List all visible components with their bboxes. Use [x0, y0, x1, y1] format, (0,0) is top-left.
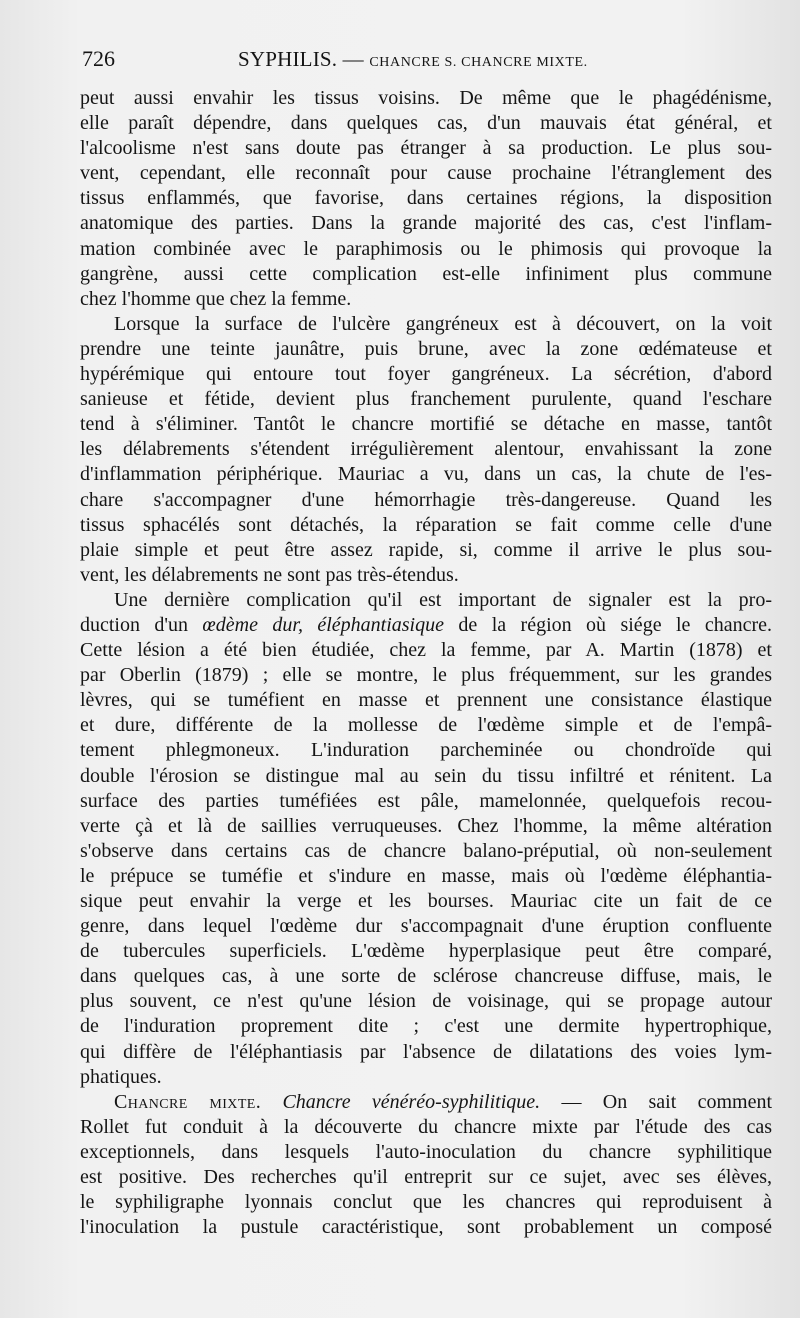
text-segment: tissus enflammés, que favorise, dans certaines régions, la disposition: [80, 187, 772, 210]
text-segment: lèvres, qui se tuméfient en masse et prennent une consistance élastique: [80, 689, 772, 712]
text-segment: elle paraît dépendre, dans quelques cas, d'un mauvais état général, et: [80, 112, 772, 135]
text-segment: s'observe dans certains cas de chancre balano-préputial, où non-seulement: [80, 839, 772, 862]
text-line: [80, 337, 772, 362]
text-segment: sique peut envahir la verge et les bourses. Mauriac cite un fait de ce: [80, 890, 772, 912]
text-line: [80, 1090, 772, 1115]
text-segment: par Oberlin (1879) ; elle se montre, le plus fréquemment, sur les grandes: [80, 664, 772, 687]
text-segment: genre, dans lequel l'œdème dur s'accompagnait d'une éruption confluente: [80, 915, 772, 938]
text-line: [80, 186, 772, 211]
text-segment: hypérémique qui entoure tout foyer gangréneux. La sécrétion, d'abord: [80, 363, 772, 386]
text-line: [80, 86, 772, 111]
text-line: [80, 437, 772, 462]
text-line: [80, 1065, 772, 1090]
text-line: [80, 613, 772, 638]
text-segment: dans quelques cas, à une sorte de sclérose chancreuse diffuse, mais, le: [80, 965, 772, 988]
text-line: [80, 387, 772, 412]
text-line: [80, 1140, 772, 1165]
text-line: [80, 989, 772, 1014]
text-line: [80, 488, 772, 513]
text-segment: Une dernière complication qu'il est important de signaler est la pro-: [114, 588, 772, 611]
text-segment: l'inoculation la pustule caractéristique, sont probablement un composé: [80, 1216, 772, 1239]
text-line: [80, 738, 772, 763]
text-segment: le syphiligraphe lyonnais conclut que les chancres qui reproduisent à: [80, 1191, 772, 1214]
text-line: [80, 513, 772, 538]
text-line: [80, 412, 772, 437]
text-segment: de la région où siége le chancre.: [444, 613, 772, 636]
text-line: [80, 1190, 772, 1215]
text-segment: plus souvent, ce n'est qu'une lésion de voisinage, qui se propage autour: [80, 990, 772, 1013]
text-line: [80, 1115, 772, 1140]
text-segment: vent, les délabrements ne sont pas très-étendus.: [80, 563, 459, 586]
text-line: [80, 839, 772, 864]
text-line: [80, 287, 772, 312]
page-number: 726: [82, 46, 115, 71]
text-line: [80, 914, 772, 939]
text-segment: qui diffère de l'éléphantiasis par l'absence de dilatations des voies lym-: [80, 1040, 772, 1063]
text-line: [80, 764, 772, 789]
paragraph: [80, 312, 772, 588]
running-header: [82, 42, 782, 76]
text-segment: l'alcoolisme n'est sans doute pas étranger à sa production. Le plus sou-: [80, 137, 772, 160]
text-segment: anatomique des parties. Dans la grande majorité des cas, c'est l'inflam-: [80, 212, 772, 235]
text-line: [80, 362, 772, 387]
text-segment: — On sait comment: [540, 1090, 773, 1113]
text-segment: vent, cependant, elle reconnaît pour cause prochaine l'étranglement des: [80, 162, 772, 185]
text-segment: double l'érosion se distingue mal au sein du tissu infiltré et rénitent. La: [80, 764, 772, 787]
running-title-separator: —: [337, 47, 370, 71]
text-line: [80, 1014, 772, 1039]
text-segment: est positive. Des recherches qu'il entreprit sur ce sujet, avec ses élèves,: [80, 1166, 772, 1189]
text-segment: les délabrements s'étendent irrégulièrement alentour, envahissant la zone: [80, 438, 772, 461]
text-segment: de tubercules superficiels. L'œdème hyperplasique peut être comparé,: [80, 940, 772, 963]
text-segment: de l'induration proprement dite ; c'est une dermite hypertrophique,: [80, 1015, 772, 1038]
running-title: [238, 47, 588, 72]
text-line: [80, 713, 772, 738]
text-segment: d'inflammation périphérique. Mauriac a vu, dans un cas, la chute de l'es-: [80, 463, 772, 486]
text-line: [80, 663, 772, 688]
text-segment: Rollet fut conduit à la découverte du chancre mixte par l'étude des cas: [80, 1115, 772, 1138]
text-line: [80, 688, 772, 713]
text-line: [80, 964, 772, 989]
text-line: [80, 211, 772, 236]
text-segment: chare s'accompagner d'une hémorrhagie très-dangereuse. Quand les: [80, 488, 772, 511]
text-segment: verte çà et là de saillies verruqueuses. Chez l'homme, la même altération: [80, 814, 772, 837]
text-segment: [261, 1091, 282, 1113]
text-line: [80, 563, 772, 588]
text-segment: tement phlegmoneux. L'induration parcheminée ou chondroïde qui: [80, 739, 772, 762]
text-line: [80, 789, 772, 814]
emphasis-text: œdème dur, éléphantiasique: [202, 613, 444, 636]
text-line: [80, 588, 772, 613]
text-line: [80, 1040, 772, 1065]
text-segment: mation combinée avec le paraphimosis ou le phimosis qui provoque la: [80, 237, 772, 260]
text-segment: le prépuce se tuméfie et s'indure en masse, mais où l'œdème éléphantia-: [80, 864, 772, 887]
running-title-sub: CHANCRE S. CHANCRE MIXTE.: [369, 55, 588, 70]
text-line: [80, 939, 772, 964]
paragraph: [80, 588, 772, 1090]
text-segment: gangrène, aussi cette complication est-elle infiniment plus commune: [80, 262, 772, 285]
text-segment: tend à s'éliminer. Tantôt le chancre mortifié se détache en masse, tantôt: [80, 413, 772, 436]
text-line: [80, 312, 772, 337]
text-line: [80, 814, 772, 839]
text-segment: chez l'homme que chez la femme.: [80, 287, 352, 310]
text-segment: phatiques.: [80, 1065, 162, 1088]
text-segment: Cette lésion a été bien étudiée, chez la femme, par A. Martin (1878) et: [80, 639, 772, 662]
text-line: [80, 111, 772, 136]
text-line: [80, 161, 772, 186]
text-segment: Lorsque la surface de l'ulcère gangréneux est à découvert, on la voit: [114, 312, 772, 335]
text-segment: tissus sphacélés sont détachés, la réparation se fait comme celle d'une: [80, 513, 772, 536]
text-line: [80, 462, 772, 487]
text-line: [80, 262, 772, 287]
text-segment: duction d'un: [80, 613, 203, 636]
text-line: [80, 638, 772, 663]
text-line: [80, 538, 772, 563]
body-text: [80, 86, 772, 1240]
text-line: [80, 864, 772, 889]
running-title-main: SYPHILIS.: [238, 47, 338, 71]
text-segment: sanieuse et fétide, devient plus franchement purulente, quand l'eschare: [80, 388, 772, 411]
paragraph: [80, 1090, 772, 1241]
text-segment: prendre une teinte jaunâtre, puis brune, avec la zone œdémateuse et: [80, 337, 772, 360]
text-line: [80, 237, 772, 262]
text-line: [80, 1165, 772, 1190]
small-caps-heading: Chancre mixte.: [114, 1090, 262, 1113]
text-segment: plaie simple et peut être assez rapide, si, comme il arrive le plus sou-: [80, 538, 772, 561]
emphasis-text: Chancre vénéréo-syphilitique.: [282, 1090, 541, 1113]
text-segment: surface des parties tuméfiées est pâle, mamelonnée, quelquefois recou-: [80, 789, 772, 812]
text-segment: et dure, différente de la mollesse de l'œdème simple et de l'empâ-: [80, 714, 772, 737]
text-line: [80, 136, 772, 161]
text-segment: exceptionnels, dans lesquels l'auto-inoculation du chancre syphilitique: [80, 1140, 772, 1163]
text-segment: peut aussi envahir les tissus voisins. De même que le phagédénisme,: [80, 87, 772, 109]
text-line: [80, 889, 772, 914]
paragraph: [80, 86, 772, 312]
text-line: [80, 1215, 772, 1240]
